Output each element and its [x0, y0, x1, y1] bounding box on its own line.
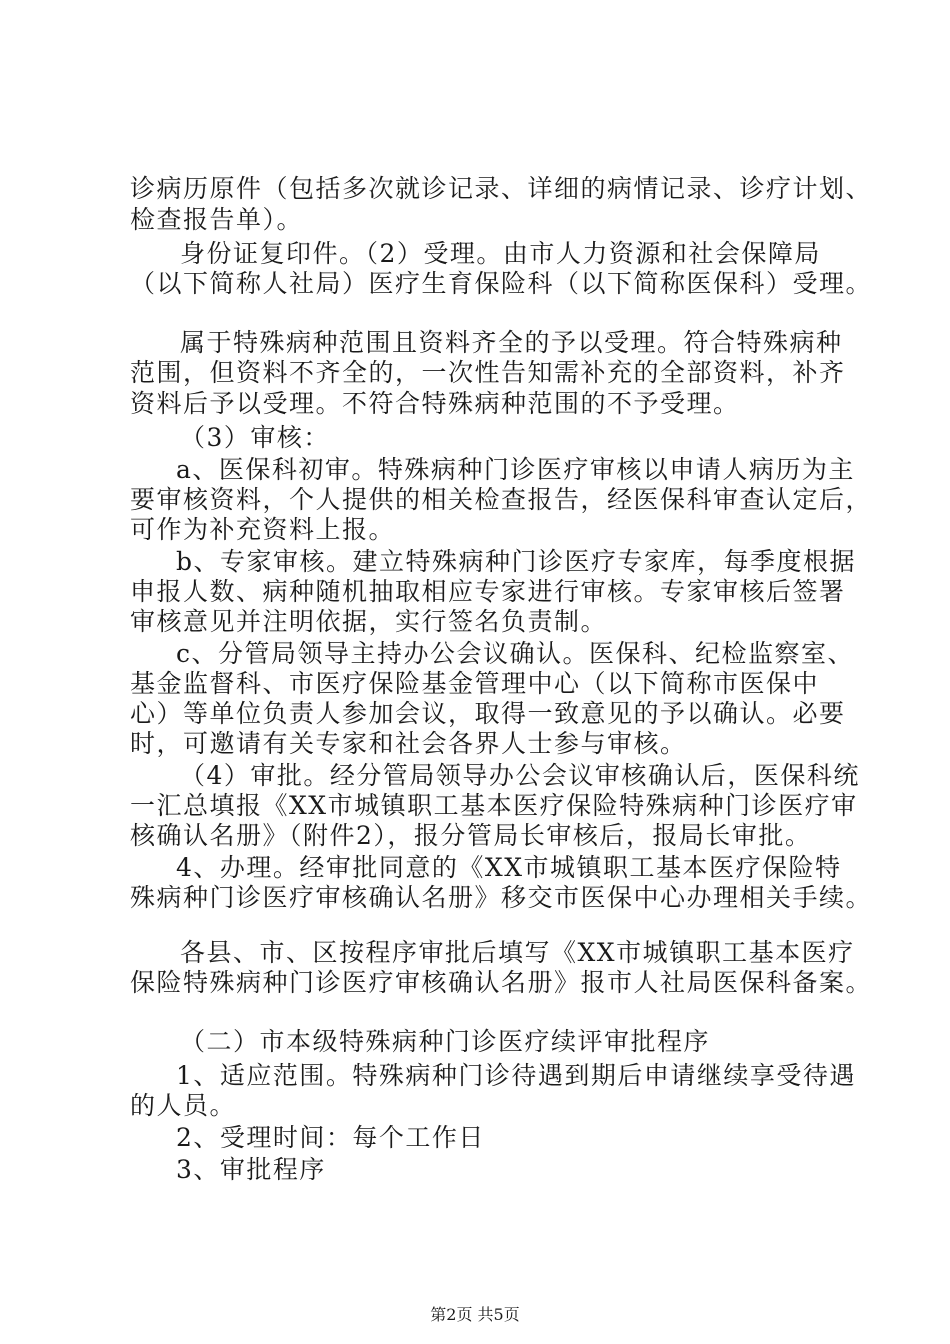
body-line: （3）审核： [180, 423, 330, 452]
body-line: 的人员。 [130, 1091, 237, 1120]
section-heading: （二）市本级特殊病种门诊医疗续评审批程序 [180, 1027, 711, 1056]
body-line: 可作为补充资料上报。 [130, 515, 396, 544]
body-line: （以下简称人社局）医疗生育保险科（以下简称医保科）受理。 [130, 269, 873, 298]
body-line: c、分管局领导主持办公会议确认。医保科、纪检监察室、 [176, 639, 855, 668]
body-line: 申报人数、病种随机抽取相应专家进行审核。专家审核后签署 [130, 577, 846, 606]
body-line: 基金监督科、市医疗保险基金管理中心（以下简称市医保中 [130, 669, 820, 698]
body-line: 保险特殊病种门诊医疗审核确认名册》报市人社局医保科备案。 [130, 968, 873, 997]
body-line: 核确认名册》（附件2），报分管局长审核后，报局长审批。 [130, 821, 812, 850]
body-line: （4）审批。经分管局领导办公会议审核确认后，医保科统 [180, 761, 860, 790]
body-line: 要审核资料，个人提供的相关检查报告，经医保科审查认定后， [130, 485, 873, 514]
body-line: 诊病历原件（包括多次就诊记录、详细的病情记录、诊疗计划、 [130, 174, 873, 203]
body-line: 检查报告单）。 [130, 205, 304, 234]
body-line: 殊病种门诊医疗审核确认名册》移交市医保中心办理相关手续。 [130, 883, 873, 912]
body-line: 身份证复印件。（2）受理。由市人力资源和社会保障局 [180, 239, 821, 268]
body-line: 1、适应范围。特殊病种门诊待遇到期后申请继续享受待遇 [176, 1061, 856, 1090]
page-number-footer: 第2页 共5页 [430, 1305, 520, 1324]
body-line: 审核意见并注明依据，实行签名负责制。 [130, 607, 608, 636]
body-line: 范围，但资料不齐全的，一次性告知需补充的全部资料，补齐 [130, 358, 846, 387]
body-line: 3、审批程序 [176, 1155, 326, 1184]
body-line: b、专家审核。建立特殊病种门诊医疗专家库，每季度根据 [176, 547, 857, 576]
body-line: 2、受理时间：每个工作日 [176, 1123, 485, 1152]
body-line: 属于特殊病种范围且资料齐全的予以受理。符合特殊病种 [180, 328, 843, 357]
body-line: 4、办理。经审批同意的《XX市城镇职工基本医疗保险特 [176, 853, 842, 882]
body-line: 各县、市、区按程序审批后填写《XX市城镇职工基本医疗 [180, 938, 855, 967]
body-line: 一汇总填报《XX市城镇职工基本医疗保险特殊病种门诊医疗审 [130, 791, 858, 820]
body-line: 资料后予以受理。不符合特殊病种范围的不予受理。 [130, 389, 740, 418]
body-line: a、医保科初审。特殊病种门诊医疗审核以申请人病历为主 [176, 455, 855, 484]
body-line: 心）等单位负责人参加会议，取得一致意见的予以确认。必要 [130, 699, 846, 728]
body-line: 时，可邀请有关专家和社会各界人士参与审核。 [130, 729, 687, 758]
